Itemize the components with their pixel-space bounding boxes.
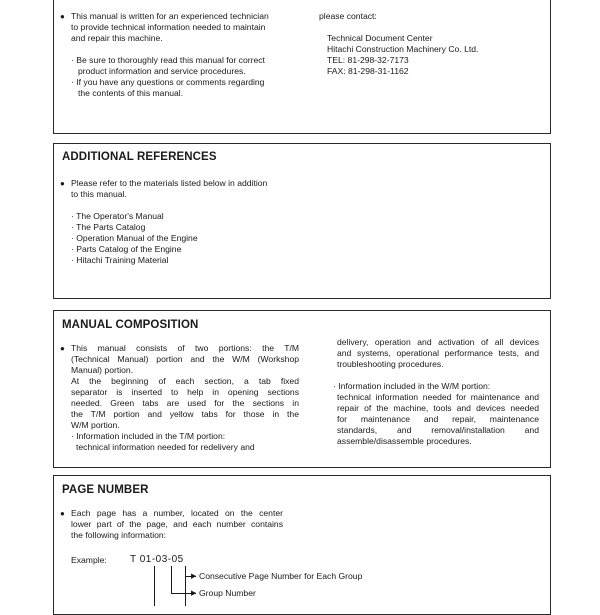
composition-right-line: and systems, operational performance tests, and [337,348,539,358]
reference-item: · The Parts Catalog [71,222,146,232]
reference-item: · Parts Catalog of the Engine [71,244,182,254]
composition-right-line: delivery, operation and activation of all devices [337,337,539,347]
composition-left-line: needed. Green tabs are used for the sections in [71,398,299,408]
bullet-icon: ● [60,179,65,188]
reference-item: · Hitachi Training Material [71,255,169,265]
composition-left-line: At the beginning of each section, a tab fixed [71,376,299,386]
intro-line: This manual is written for an experienced technician [71,11,269,21]
bullet-icon: ● [60,344,65,353]
section-title: ADDITIONAL REFERENCES [62,151,217,163]
page-number-lead: lower part of the page, and each number contains [71,519,283,529]
intro-sub-line: the contents of this manual. [78,88,184,98]
example-value: T 01-03-05 [130,554,184,565]
composition-right-line: · Information included in the W/M portion: [333,381,491,391]
composition-left-line: the T/M portion and yellow tabs for those in the [71,409,299,419]
section-title: MANUAL COMPOSITION [62,319,199,331]
page-number-label: Consecutive Page Number for Each Group [199,571,363,581]
connector-line [171,566,172,594]
composition-left-line: technical information needed for redelivery and [76,442,255,452]
intro-line: to provide technical information needed to maintain [71,22,266,32]
contact-line: Technical Document Center [327,33,433,43]
composition-right-line: troubleshooting procedures. [337,359,444,369]
contact-line: TEL: 81-298-32-7173 [327,55,409,65]
additional-lead: Please refer to the materials listed below in addition [71,178,268,188]
arrow-right-icon: ▶ [191,590,197,597]
bullet-icon: ● [60,12,65,21]
arrow-right-icon: ▶ [191,573,197,580]
composition-left-line: (Technical Manual) portion and the W/M (Workshop [71,354,299,364]
additional-references-box [53,143,551,299]
intro-sub-line: product information and service procedures. [78,66,246,76]
composition-right-line: for maintenance and repair, maintenance [337,414,539,424]
contact-line: Hitachi Construction Machinery Co. Ltd. [327,44,479,54]
connector-line [154,566,155,606]
composition-right-line: standards, and removal/installation and [337,425,539,435]
page-number-label: Group Number [199,588,256,598]
intro-box [53,0,551,134]
page-number-box [53,475,551,615]
reference-item: · Operation Manual of the Engine [71,233,198,243]
bullet-icon: ● [60,509,65,518]
intro-sub-line: · Be sure to thoroughly read this manual for correct [71,55,265,65]
manual-composition-box [53,310,551,468]
intro-sub-line: · If you have any questions or comments regarding [71,77,265,87]
contact-line: FAX: 81-298-31-1162 [327,66,409,76]
composition-left-line: separator is inserted to help in opening sections [71,387,299,397]
composition-left-line: Manual) portion. [71,365,134,375]
reference-item: · The Operator's Manual [71,211,164,221]
additional-lead: to this manual. [71,189,127,199]
composition-left-line: · Information included in the T/M portion: [71,431,226,441]
section-title: PAGE NUMBER [62,484,149,496]
composition-right-line: assemble/disassemble procedures. [337,436,472,446]
page-number-lead: the following information: [71,530,167,540]
page-number-lead: Each page has a number, located on the center [71,508,283,518]
connector-line [185,566,186,606]
composition-left-line: This manual consists of two portions: the T/M [71,343,299,353]
intro-line: and repair this machine. [71,33,163,43]
composition-left-line: W/M portion. [71,420,120,430]
example-label: Example: [71,555,107,565]
composition-right-line: technical information needed for maintenance and [337,392,539,402]
contact-lead: please contact: [319,11,377,21]
composition-right-line: repair of the machine, tools and devices needed [337,403,539,413]
